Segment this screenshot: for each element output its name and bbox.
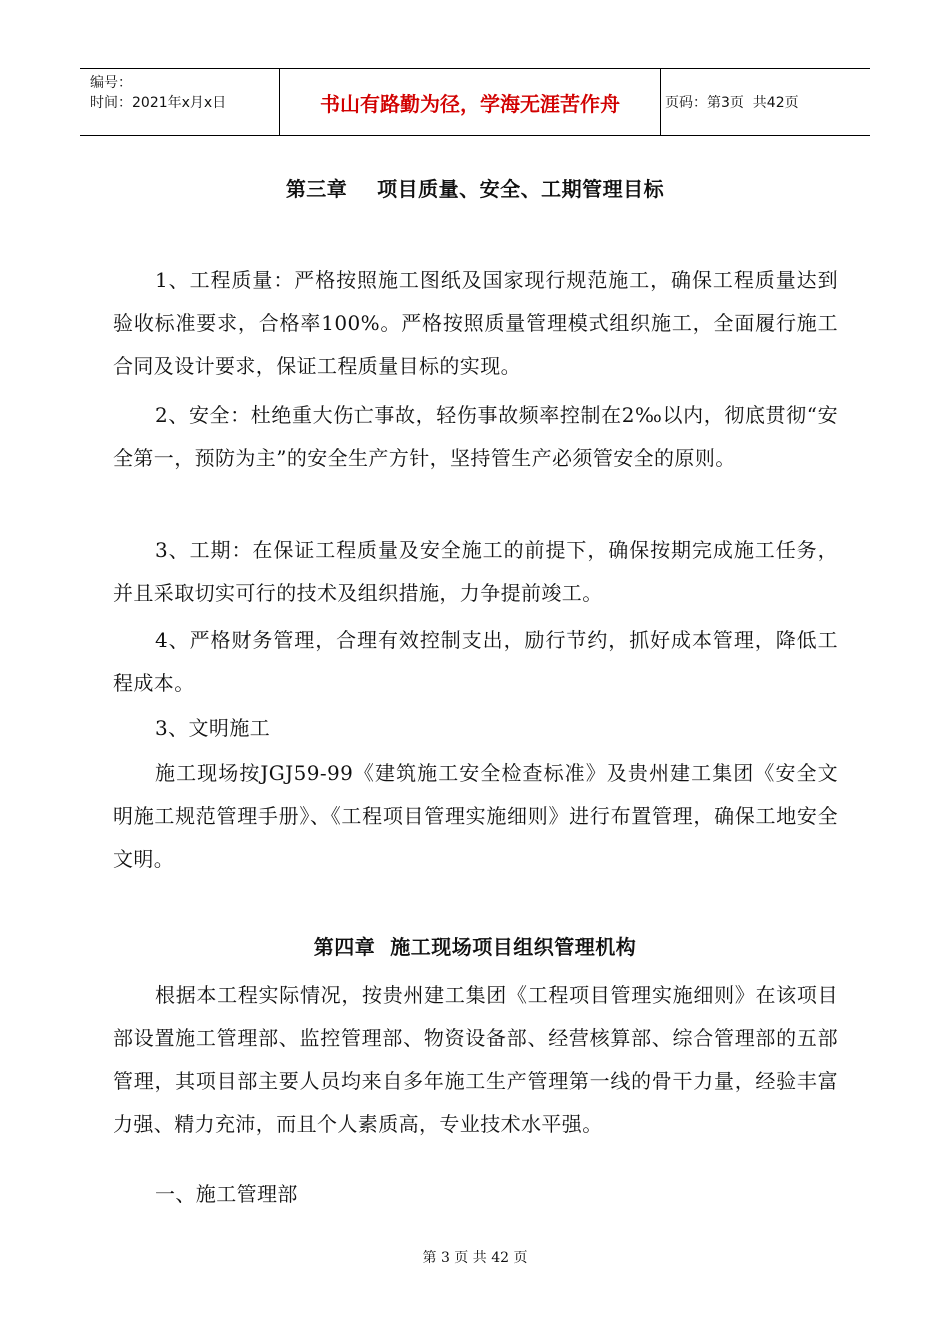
chapter3-item-civilized: 3、文明施工 [155,716,271,740]
serial-number-label: 编号： [90,75,132,91]
page-footer: 第 3 页 共 42 页 [422,1250,528,1266]
chapter3-paragraph-safety: 2、安全：杜绝重大伤亡事故，轻伤事故频率控制在2‰以内，彻底贯彻“安全第一，预防为主”的安全生产方针，坚持管生产必须管安全的原则。 [113,403,838,470]
time-label: 时间：2021年x月x日 [90,95,227,111]
chapter3-paragraph-schedule: 3、工期：在保证工程质量及安全施工的前提下，确保按期完成施工任务，并且采取切实可行的技术及组织措施，力争提前竣工。 [113,538,838,605]
chapter4-title: 第四章 施工现场项目组织管理机构 [313,935,637,959]
chapter3-paragraph-site: 施工现场按JGJ59-99《建筑施工安全检查标准》及贵州建工集团《安全文明施工规范管理手册》、《工程项目管理实施细则》进行布置管理，确保工地安全文明。 [113,761,838,871]
chapter3-paragraph-finance: 4、严格财务管理，合理有效控制支出，励行节约，抓好成本管理，降低工程成本。 [113,628,838,695]
header-meta [80,69,280,135]
page-header [80,68,870,136]
chapter3-title: 第三章 项目质量、安全、工期管理目标 [285,177,665,201]
header-page-label: 页码：第3页 共42页 [665,95,799,111]
header-motto: 书山有路勤为径，学海无涯苦作舟 [280,69,661,135]
chapter4-paragraph-intro: 根据本工程实际情况，按贵州建工集团《工程项目管理实施细则》在该项目部设置施工管理部、监控管理部、物资设备部、经营核算部、综合管理部的五部管理，其项目部主要人员均来自多年施工生产管理第一线的骨干力量，经验丰富力强、精力充沛，而且个人素质高，专业技术水平强。 [113,983,838,1136]
chapter3-paragraph-quality: 1、工程质量：严格按照施工图纸及国家现行规范施工，确保工程质量达到验收标准要求，合格率100%。严格按照质量管理模式组织施工，全面履行施工合同及设计要求，保证工程质量目标的实现。 [113,268,838,378]
header-page-info [661,69,870,135]
chapter4-item-construction-dept: 一、施工管理部 [155,1182,298,1206]
